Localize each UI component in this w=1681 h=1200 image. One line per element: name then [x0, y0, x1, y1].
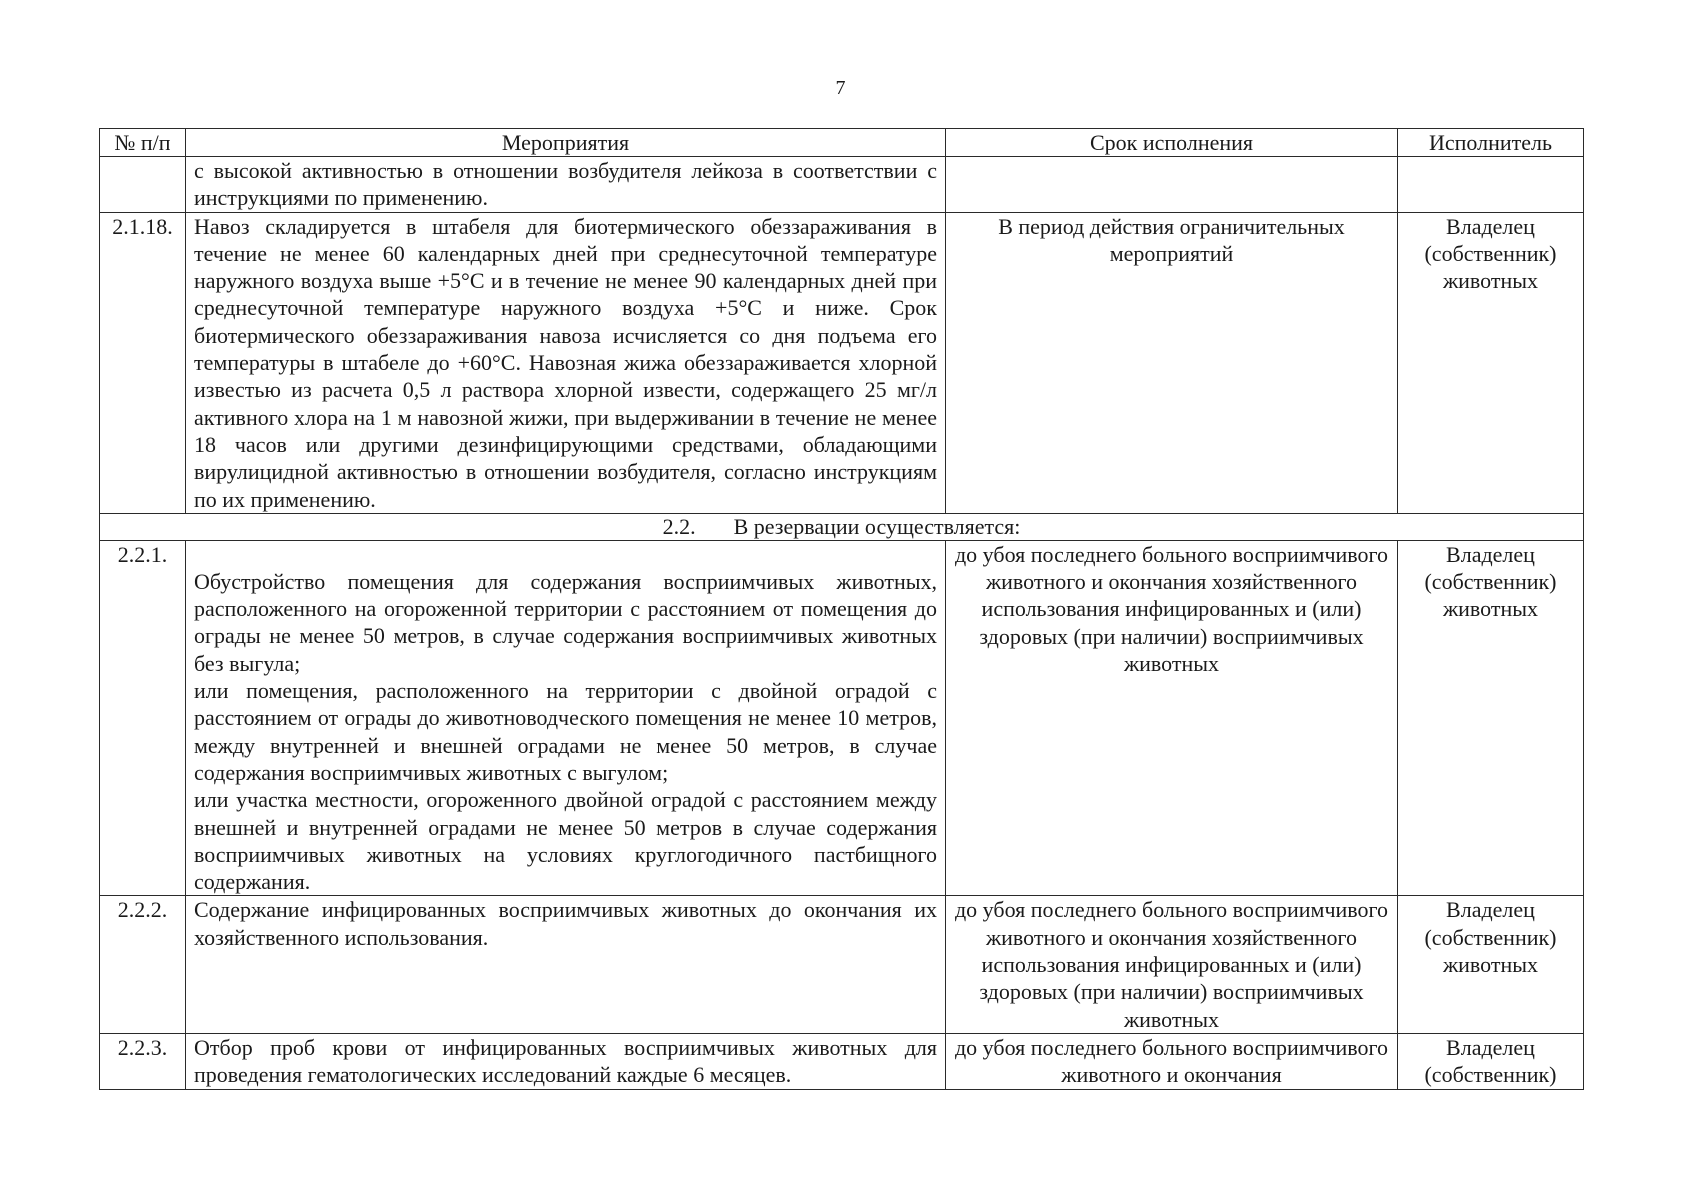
row-executor: Владелец (собственник) — [1398, 1033, 1584, 1089]
header-term: Срок исполнения — [946, 129, 1398, 157]
measures-table — [99, 128, 1584, 1090]
row-executor — [1398, 157, 1584, 213]
row-measure: Содержание инфицированных восприимчивых животных до окончания их хозяйственного использования. — [186, 896, 946, 1033]
measure-paragraph: или участка местности, огороженного двойной оградой с расстоянием между внешней и внутренней оградами не менее 50 метров в случае содержания восприимчивых животных на условиях круглогодичного пастбищного содержания. — [194, 787, 937, 895]
row-measure: Отбор проб крови от инфицированных восприимчивых животных для проведения гематологических исследований каждые 6 месяцев. — [186, 1033, 946, 1089]
row-term: до убоя последнего больного восприимчивого животного и окончания хозяйственного использования инфицированных и (или) здоровых (при наличии) восприимчивых животных — [946, 896, 1398, 1033]
section-number: 2.2. — [662, 513, 696, 539]
header-executor: Исполнитель — [1398, 129, 1584, 157]
row-number: 2.2.1. — [100, 540, 186, 896]
row-term: В период действия ограничительных мероприятий — [946, 212, 1398, 513]
section-heading — [100, 513, 1584, 540]
row-number: 2.1.18. — [100, 212, 186, 513]
row-measure: с высокой активностью в отношении возбудителя лейкоза в соответствии с инструкциями по применению. — [186, 157, 946, 213]
table-row — [100, 212, 1584, 513]
measure-paragraph: Обустройство помещения для содержания восприимчивых животных, расположенного на огороженной территории с расстоянием от помещения до ограды не менее 50 метров, в случае содержания восприимчивых животных без выгула; — [194, 568, 937, 676]
row-number: 2.2.3. — [100, 1033, 186, 1089]
row-number: 2.2.2. — [100, 896, 186, 1033]
row-number — [100, 157, 186, 213]
row-term — [946, 157, 1398, 213]
row-term: до убоя последнего больного восприимчивого животного и окончания хозяйственного использования инфицированных и (или) здоровых (при наличии) восприимчивых животных — [946, 540, 1398, 896]
table-header-row — [100, 129, 1584, 157]
row-executor: Владелец (собственник) животных — [1398, 540, 1584, 896]
row-term: до убоя последнего больного восприимчивого животного и окончания — [946, 1033, 1398, 1089]
page-number: 7 — [835, 77, 846, 99]
table-row — [100, 157, 1584, 213]
table-row — [100, 540, 1584, 896]
header-measures: Мероприятия — [186, 129, 946, 157]
row-executor: Владелец (собственник) животных — [1398, 896, 1584, 1033]
section-title: В резервации осуществляется: — [733, 513, 1021, 539]
row-measure: Навоз складируется в штабеля для биотермического обеззараживания в течение не менее 60 календарных дней при среднесуточной температуре наружного воздуха выше +5°С и в течение не менее 90 календарных дней при среднесуточной температуре наружного воздуха +5°С и ниже. Срок биотермического обеззараживания навоза исчисляется со дня подъема его температуры в штабеле до +60°С. Навозная жижа обеззараживается хлорной известью из расчета 0,5 л раствора хлорной извести, содержащего 25 мг/л активного хлора на 1 м навозной жижи, при выдерживании в течение не менее 18 часов или другими дезинфицирующими средствами, обладающими вирулицидной активностью в отношении возбудителя, согласно инструкциям по их применению. — [186, 212, 946, 513]
row-measure — [186, 540, 946, 896]
row-executor: Владелец (собственник) животных — [1398, 212, 1584, 513]
header-number: № п/п — [100, 129, 186, 157]
table-row — [100, 896, 1584, 1033]
table-row — [100, 1033, 1584, 1089]
measure-paragraph: или помещения, расположенного на территории с двойной оградой с расстоянием от ограды до животноводческого помещения не менее 10 метров, между внутренней и внешней оградами не менее 50 метров, в случае содержания восприимчивых животных с выгулом; — [194, 678, 937, 785]
section-row — [100, 513, 1584, 540]
